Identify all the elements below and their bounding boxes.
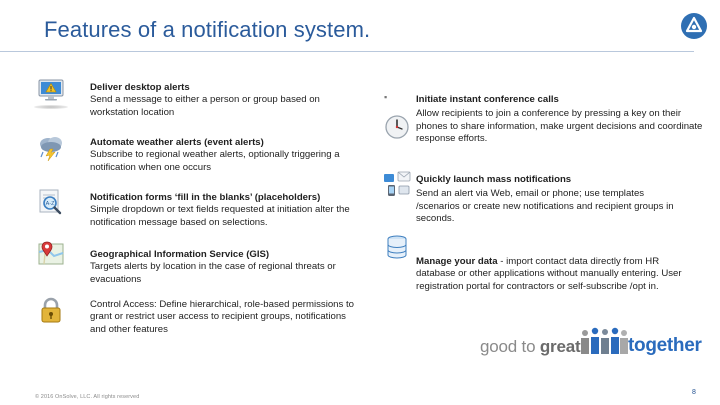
desktop-alert-icon	[36, 75, 66, 105]
tagline-together: together	[628, 335, 702, 356]
feature-heading: Control Access:	[90, 299, 157, 310]
feature-description: Targets alerts by location in the case of regional threats or evacuations	[90, 261, 336, 285]
feature-gis	[90, 249, 382, 286]
feature-description: Send an alert via Web, email or phone; use templates /scenarios or create new notifications and recipient groups in seconds.	[416, 188, 674, 225]
weather-storm-icon	[36, 132, 66, 162]
feature-notification-forms	[90, 192, 382, 229]
tagline-good-to-great: good to great	[480, 337, 581, 356]
feature-weather-alerts	[90, 137, 378, 174]
feature-heading: Geographical Information Service (GIS)	[90, 249, 270, 260]
svg-text:A-Z: A-Z	[45, 201, 55, 207]
feature-description: Send a message to either a person or group based on workstation location	[90, 94, 320, 118]
form-search-icon	[36, 187, 66, 217]
map-pin-icon	[36, 238, 66, 268]
title-divider	[0, 51, 694, 52]
feature-control-access	[90, 299, 360, 336]
feature-heading: Deliver desktop alerts	[90, 82, 190, 93]
feature-heading: Automate weather alerts (event alerts)	[90, 137, 264, 148]
feature-heading: Notification forms ‘fill in the blanks’ (placeholders)	[90, 192, 321, 203]
mass-notification-icon	[382, 168, 412, 198]
feature-heading: Manage your data	[416, 256, 498, 267]
conference-call-icon	[382, 112, 412, 142]
feature-description: Simple dropdown or text fields requested at initiation alter the notification message based on selections.	[90, 204, 350, 228]
feature-heading: Initiate instant conference calls	[416, 94, 559, 105]
page-number: 8	[692, 389, 696, 396]
good-to-great-together-logo	[480, 325, 710, 359]
feature-conference-calls	[416, 94, 706, 146]
copyright-notice: © 2016 OnSolve, LLC. All rights reserved	[35, 394, 140, 400]
feature-description: - import contact data directly from HR database or other applications without manually entering. User registration portal for contractors or self-subscribe /opt in.	[416, 256, 682, 292]
padlock-icon	[36, 295, 66, 325]
bullet-marker: ▪	[384, 92, 388, 102]
feature-description: Subscribe to regional weather alerts, optionally triggering a notification when one occurs	[90, 149, 340, 173]
icon-shadow	[34, 105, 68, 109]
feature-mass-notifications	[416, 174, 686, 226]
people-group-icon	[575, 325, 631, 359]
slide-title: Features of a notification system.	[44, 17, 371, 42]
database-icon	[382, 232, 412, 262]
feature-heading: Quickly launch mass notifications	[416, 174, 572, 185]
company-logo-icon	[680, 12, 708, 40]
feature-desktop-alerts	[90, 82, 370, 119]
feature-description: Allow recipients to join a conference by pressing a key on their phones to share information, make urgent decisions and coordinate response efforts.	[416, 108, 703, 145]
feature-description: Define hierarchical, role-based permissions to grant or restrict user access to recipient groups, notifications and other features	[90, 299, 354, 335]
feature-manage-data	[416, 256, 684, 293]
